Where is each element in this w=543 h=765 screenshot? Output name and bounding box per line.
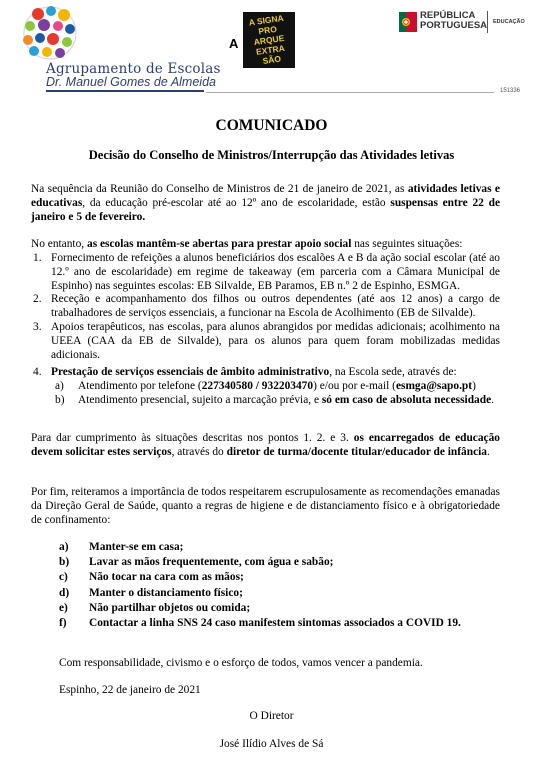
education-label: EDUCAÇÃO [493, 19, 525, 25]
p1-text-d: suspensas entre 22 de janeiro e 5 de fevereiro. [31, 196, 500, 223]
p1-text-b: atividades letivas e educativas [31, 183, 500, 209]
list-number: 4. [33, 366, 42, 379]
sub-b-bold: só em caso de absoluta necessidade [321, 393, 492, 406]
sub-a-text3: ) [472, 380, 476, 393]
apm-logo-text: A SIGNA PRO ARQUE EXTRA SÃO [248, 12, 286, 67]
rule-letter: b) [59, 556, 70, 569]
paragraph-3 [31, 432, 500, 460]
list-item [59, 586, 499, 601]
list-item [59, 601, 499, 616]
rule-text: Contactar a linha SNS 24 caso manifestem sintomas associados a COVID 19. [89, 617, 461, 630]
sub-b-text1: Atendimento presencial, sujeito a marcação prévia, e [78, 393, 322, 406]
place-date: Espinho, 22 de janeiro de 2021 [59, 684, 201, 696]
paragraph-2 [31, 238, 500, 252]
list-number: 2. [33, 293, 42, 306]
rule-letter: c) [59, 571, 68, 584]
paragraph-4: Por fim, reiteramos a importância de todos respeitarem escrupulosamente as recomendações emanadas da Direção Geral de Saúde, quanto a regras de higiene e de distanciamento físico e à obrigatoriedade de confinamento: [31, 486, 500, 526]
school-name-rule [46, 90, 204, 92]
list-number: 3. [33, 320, 42, 333]
list-item [31, 321, 500, 362]
list-item [31, 293, 500, 321]
p3-text-a: Para dar cumprimento às situações descritas nos pontos 1. 2. e 3. [31, 432, 354, 444]
list-item [59, 616, 499, 631]
p1-text-a: Na sequência da Reunião do Conselho de Ministros de 21 de janeiro de 2021, as [31, 183, 408, 195]
page-title: COMUNICADO [215, 117, 328, 134]
sub-a-text2: ) e/ou por e-mail ( [313, 380, 396, 393]
signer-name: José Ilídio Alves de Sá [219, 738, 324, 750]
services-list [31, 252, 500, 408]
list-number: 1. [33, 252, 42, 264]
republic-separator [487, 11, 488, 33]
rule-text: Manter-se em casa; [89, 541, 184, 553]
list-text: Fornecimento de refeições a alunos beneficiários dos escalões A e B da ação social escolar (até ao 12.º ano de escolaridade) em regime de takeaway (em parceria com a Câmara Municipal de Espinho) nas seguintes escolas: EB Silvalde, EB Paramos, EB n.º 2 de Espinho, ESMGA. [51, 252, 500, 292]
rule-letter: f) [59, 617, 67, 630]
paragraph-1 [31, 183, 500, 224]
rule-letter: e) [59, 601, 68, 614]
rules-list [59, 540, 499, 631]
sub-a-text1: Atendimento por telefone ( [78, 380, 202, 393]
sub-item-a [31, 380, 500, 394]
list-item [59, 540, 499, 555]
sub-item-b [31, 394, 500, 408]
p2-text-c: nas seguintes situações: [351, 238, 463, 250]
apm-letter: A [229, 36, 239, 51]
sub-letter: a) [55, 380, 64, 393]
item4-bold: Prestação de serviços essenciais de âmbito administrativo [51, 366, 330, 379]
rule-text: Manter o distanciamento físico; [89, 586, 243, 599]
republic-line1: REPÚBLICA [420, 10, 476, 21]
school-logo-icon [20, 4, 80, 62]
item4-rest: , na Escola sede, através de: [329, 366, 457, 379]
list-item [59, 555, 499, 570]
p3-text-e: . [487, 445, 490, 458]
rule-letter: a) [59, 541, 69, 553]
p1-text-c: , da educação pré-escolar até ao 12º ano de escolaridade, estão [82, 196, 391, 209]
phone-numbers: 227340580 / 932203470 [201, 380, 314, 393]
p2-text-a: No entanto, [31, 238, 87, 250]
sub-letter: b) [55, 393, 65, 406]
school-name-line1: Agrupamento de Escolas [46, 61, 221, 77]
list-item [31, 366, 500, 380]
letterhead [0, 0, 543, 100]
rule-letter: d) [59, 586, 70, 599]
republic-flag-icon [399, 12, 417, 32]
closing-line: Com responsabilidade, civismo e o esforço de todos, vamos vencer a pandemia. [59, 657, 423, 669]
p3-text-d: diretor de turma/docente titular/educador de infância [226, 445, 487, 458]
list-text: Apoios terapêuticos, nas escolas, para alunos abrangidos por medidas adicionais; acolhimento na UEEA (CAA da EB de Silvalde), para os alunos para quem foram mobilizadas medidas adicionais. [51, 320, 500, 361]
school-name-line2: Dr. Manuel Gomes de Almeida [46, 75, 216, 89]
republic-line2: PORTUGUESA [420, 20, 488, 31]
sub-b-text2: . [491, 393, 494, 406]
page-subtitle: Decisão do Conselho de Ministros/Interrupção das Atividades letivas [88, 148, 455, 162]
rule-text: Não partilhar objetos ou comida; [89, 601, 251, 614]
list-item [31, 252, 500, 293]
p3-text-c: , através do [171, 445, 227, 458]
rule-text: Não tocar na cara com as mãos; [89, 571, 244, 584]
list-item [59, 570, 499, 585]
email-address: esmga@sapo.pt [395, 380, 473, 393]
list-text: Receção e acompanhamento dos filhos ou outros dependentes (até aos 12 anos) a cargo de trabalhadores de serviços essenciais, a funcionar na Escola de Acolhimento (EB de Silvalde). [51, 293, 500, 320]
p3-text-b: os encarregados de educação devem solicitar estes serviços [31, 432, 500, 458]
p2-text-b: as escolas mantêm-se abertas para prestar apoio social [87, 238, 352, 250]
header-code: 151336 [500, 88, 521, 94]
rule-text: Lavar as mãos frequentemente, com água e sabão; [89, 556, 334, 569]
header-rule [206, 92, 494, 93]
signer-role: O Diretor [249, 710, 294, 722]
